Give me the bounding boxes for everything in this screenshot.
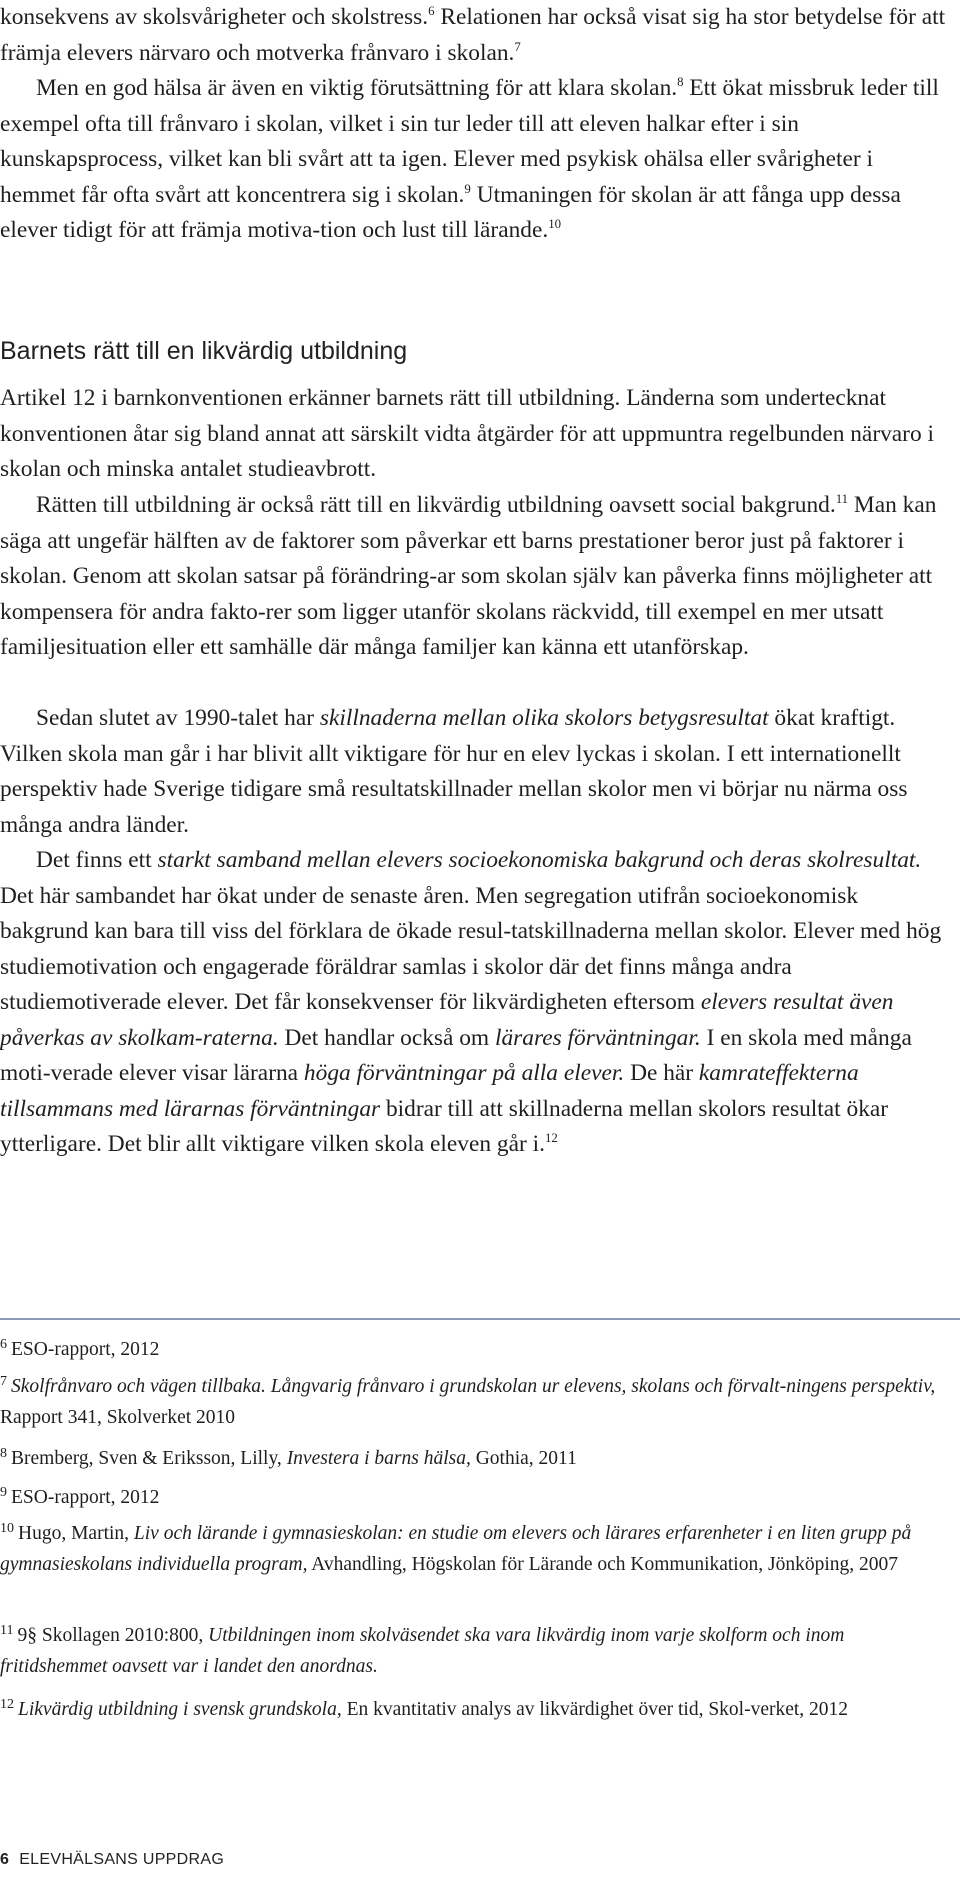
footnote-ref-10[interactable]: 10 xyxy=(548,217,562,232)
section-paragraph-1: Artikel 12 i barnkonventionen erkänner barnets rätt till utbildning. Länderna som undertecknat konventionen åtar sig bland annat att särskilt vidta åtgärder för att uppmuntra regelbunden närvaro i skolan och minska antalet studieavbrott. xyxy=(0,385,935,482)
intro-paragraph-1: konsekvens av skolsvårigheter och skolstress.$^6$ Relationen har också visat sig ha stor betydelse för att främja elevers närvaro och motverka frånvaro i skolan.$^7$ xyxy=(0,4,946,66)
footnote-ref-11[interactable]: 11 xyxy=(835,492,849,507)
section-heading: Barnets rätt till en likvärdig utbildning xyxy=(0,337,408,365)
footnote-8: $^8$ Bremberg, Sven & Eriksson, Lilly, Investera i barns hälsa, Gothia, 2011 xyxy=(0,1445,577,1469)
footnote-12: $^{12}$ Likvärdig utbildning i svensk grundskola, En kvantitativ analys av likvärdighet över tid, Skol-verket, 2012 xyxy=(0,1696,849,1720)
footnote-9: $^9$ ESO-rapport, 2012 xyxy=(0,1484,160,1508)
footnote-ref-8[interactable]: 8 xyxy=(677,75,684,90)
footnote-ref-7[interactable]: 7 xyxy=(514,39,521,54)
footnote-10: $^{10}$ Hugo, Martin, Liv och lärande i gymnasieskolan: en studie om elevers och lärares erfarenheter i en liten grupp på gymnasieskolans individuella program, Avhandling, Högskolan för Lärande och Kommunikation, Jönköping, 2007 xyxy=(0,1520,912,1575)
intro-paragraph-2: Men en god hälsa är även en viktig förutsättning för att klara skolan.$^8$ Ett ökat missbruk leder till exempel ofta till frånvaro i skolan, vilket i sin tur leder till att eleven halkar efter i sin kunskapsprocess, vilket kan bli svårt att ta igen. Elever med psykisk ohälsa eller svårigheter i hemmet får ofta svårt att koncentrera sig i skolan.$^9$ Utmaningen för skolan är att fånga upp dessa elever tidigt för att främja motiva-tion och lust till lärande.$^{10}$ xyxy=(0,75,939,243)
footnote-ref-6[interactable]: 6 xyxy=(428,4,435,19)
footnote-ref-12[interactable]: 12 xyxy=(544,1131,558,1146)
page-footer xyxy=(0,1851,224,1869)
section-paragraph-4: Det finns ett starkt samband mellan elevers socioekonomiska bakgrund och deras skolresultat. Det här sambandet har ökat under de senaste åren. Men segregation utifrån socioekonomisk bakgrund kan bara till viss del förklara de ökade resul-tatskillnaderna mellan skolor. Elever med hög studiemotivation och engagerade föräldrar samlas i skolor där det finns många andra studiemotiverade elever. Det får konsekvenser för likvärdigheten eftersom elevers resultat även påverkas av skolkam-raterna. Det handlar också om lärares förväntningar. I en skola med många moti-verade elever visar lärarna höga förväntningar på alla elever. De här kamrateffekterna tillsammans med lärarnas förväntningar bidrar till att skillnaderna mellan skolors resultat ökar ytterligare. Det blir allt viktigare vilken skola eleven går i.$^{12}$ xyxy=(0,847,942,1157)
footnote-ref-9[interactable]: 9 xyxy=(464,181,471,196)
footnote-6: $^6$ ESO-rapport, 2012 xyxy=(0,1336,160,1360)
footnote-divider xyxy=(0,1318,960,1320)
footnote-11: $^{11}$ 9§ Skollagen 2010:800, Utbildningen inom skolväsendet ska vara likvärdig inom varje skolform och inom fritidshemmet oavsett var i landet den anordnas. xyxy=(0,1622,845,1677)
running-title: ELEVHÄLSANS UPPDRAG xyxy=(19,1851,225,1868)
section-paragraph-2: Rätten till utbildning är också rätt till en likvärdig utbildning oavsett social bakgrund.$^{11}$ Man kan säga att ungefär hälften av de faktorer som påverkar ett barns prestationer beror just på faktorer i skolan. Genom att skolan satsar på förändring-ar som skolan själv kan påverka finns möjligheter att kompensera för andra fakto-rer som ligger utanför skolans räckvidd, till exempel en mer utsatt familjesituation eller ett samhälle där många familjer kan känna ett utanförskap. xyxy=(0,492,937,660)
page-number: 6 xyxy=(0,1851,10,1868)
footnote-7: $^7$ Skolfrånvaro och vägen tillbaka. Långvarig frånvaro i grundskolan ur elevens, skolans och förvalt-ningens perspektiv, Rapport 341, Skolverket 2010 xyxy=(0,1373,936,1428)
section-paragraph-3: Sedan slutet av 1990-talet har skillnaderna mellan olika skolors betygsresultat ökat kraftigt. Vilken skola man går i har blivit allt viktigare för hur en elev lyckas i skolan. I ett internationellt perspektiv hade Sverige tidigare små resultatskillnader mellan skolor men vi börjar nu närma oss många andra länder. xyxy=(0,705,908,838)
emphasis-grade-differences: skillnaderna mellan olika skolors betygsresultat xyxy=(319,705,769,731)
